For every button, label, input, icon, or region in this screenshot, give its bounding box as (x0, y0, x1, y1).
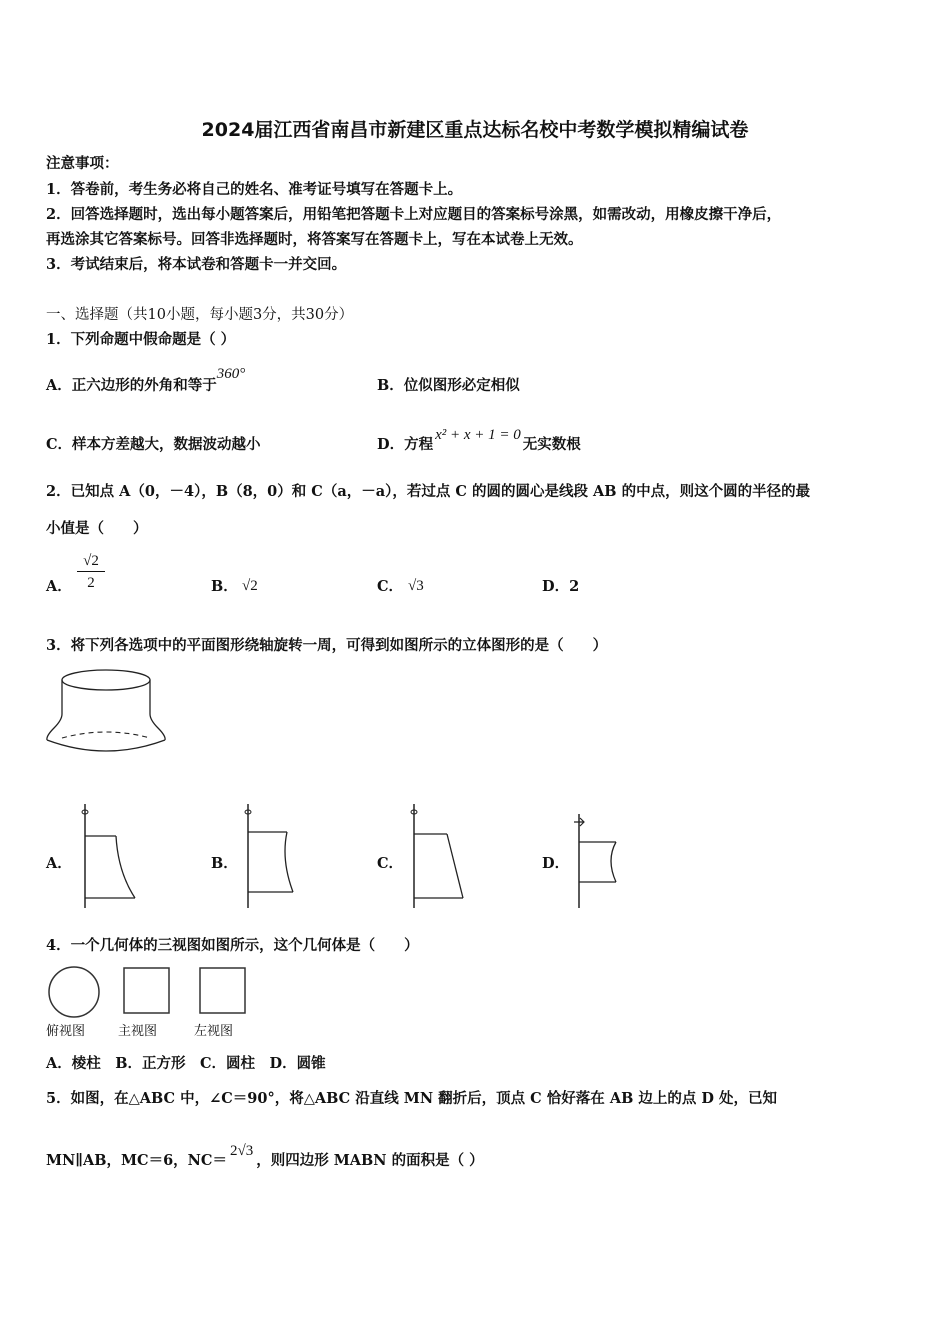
q2-option-c-math: √3 (408, 578, 424, 594)
q2-option-a-label: A． (46, 578, 72, 595)
q1-option-b: B．位似图形必定相似 (377, 377, 520, 394)
notice-item-3: 3．考试结束后，将本试卷和答题卡一并交回。 (46, 256, 347, 273)
q1-option-a-text: A．正六边形的外角和等于 (46, 377, 217, 394)
q2-stem-line-2: 小值是（ ） (46, 520, 148, 537)
q2-option-d: D．2 (542, 578, 580, 595)
q5-stem-line-1: 5．如图，在△ABC 中，∠C＝90°，将△ABC 沿直线 MN 翻折后，顶点 C 恰好落在 AB 边上的点 D 处，已知 (46, 1090, 778, 1107)
notice-item-1: 1．答卷前，考生务必将自己的姓名、准考证号填写在答题卡上。 (46, 181, 463, 198)
q5-stem-line-2-text: MN∥AB，MC＝6，NC＝ (46, 1152, 227, 1169)
q4-options: A．棱柱 B．正方形 C．圆柱 D．圆锥 (46, 1055, 326, 1072)
q4-stem: 4．一个几何体的三视图如图所示，这个几何体是（ ） (46, 937, 419, 954)
notice-item-2-line-2: 再选涂其它答案标号。回答非选择题时，将答案写在答题卡上，写在本试卷上无效。 (46, 231, 583, 248)
q2-option-b-math: √2 (242, 578, 258, 594)
q2-stem-line-1: 2．已知点 A（0，－4），B（8，0）和 C（a，－a），若过点 C 的圆的圆心是线段 AB 的中点，则这个圆的半径的最 (46, 483, 811, 500)
q3-option-a-label: A． (46, 855, 72, 872)
page-title: 2024届江西省南昌市新建区重点达标名校中考数学模拟精编试卷 (201, 119, 749, 141)
q2-option-a-fraction (77, 551, 105, 594)
q3-solid-figure (42, 662, 172, 756)
q1-stem: 1．下列命题中假命题是（ ） (46, 331, 236, 348)
q3-option-b-figure (237, 800, 307, 910)
q2-option-b-label: B． (211, 578, 238, 595)
q2-option-a-denominator: 2 (87, 575, 95, 591)
q4-front-view-label: 主视图 (118, 1024, 158, 1039)
q5-stem-line-2 (46, 1143, 484, 1170)
q2-option-c-label: C． (377, 578, 404, 595)
q4-top-view-label: 俯视图 (46, 1024, 86, 1039)
section-heading: 一、选择题（共10小题，每小题3分，共30分） (46, 307, 354, 323)
q4-side-view-square (198, 966, 248, 1016)
q3-option-b-label: B． (211, 855, 238, 872)
notice-item-2-line-1: 2．回答选择题时，选出每小题答案后，用铅笔把答题卡上对应题目的答案标号涂黑，如需改动，用橡皮擦干净后， (46, 206, 782, 223)
q5-nc-value: 2√3 (229, 1143, 254, 1159)
q3-stem: 3．将下列各选项中的平面图形绕轴旋转一周，可得到如图所示的立体图形的是（ ） (46, 637, 608, 654)
q4-top-view-circle (44, 964, 104, 1020)
q1-option-d (377, 427, 581, 454)
q1-option-d-text: D．方程 (377, 436, 434, 453)
q1-option-d-math: x² + x + 1 = 0 (435, 427, 521, 443)
notice-heading: 注意事项： (46, 155, 119, 172)
q3-option-a-figure (74, 800, 144, 910)
q4-side-view-label: 左视图 (194, 1024, 234, 1039)
q3-option-d-label: D． (542, 855, 570, 872)
q3-option-c-label: C． (377, 855, 404, 872)
q2-option-a-numerator: √2 (77, 551, 105, 572)
q1-option-d-suffix: 无实数根 (522, 436, 581, 453)
q3-option-c-figure (403, 800, 473, 910)
q1-option-a (46, 366, 246, 395)
q1-option-c: C．样本方差越大，数据波动越小 (46, 436, 261, 453)
q1-option-a-math: 360° (216, 366, 246, 382)
q3-option-d-figure (568, 810, 628, 910)
q5-stem-line-2-suffix: ，则四边形 MABN 的面积是（ ） (256, 1152, 484, 1169)
q4-front-view-square (122, 966, 172, 1016)
